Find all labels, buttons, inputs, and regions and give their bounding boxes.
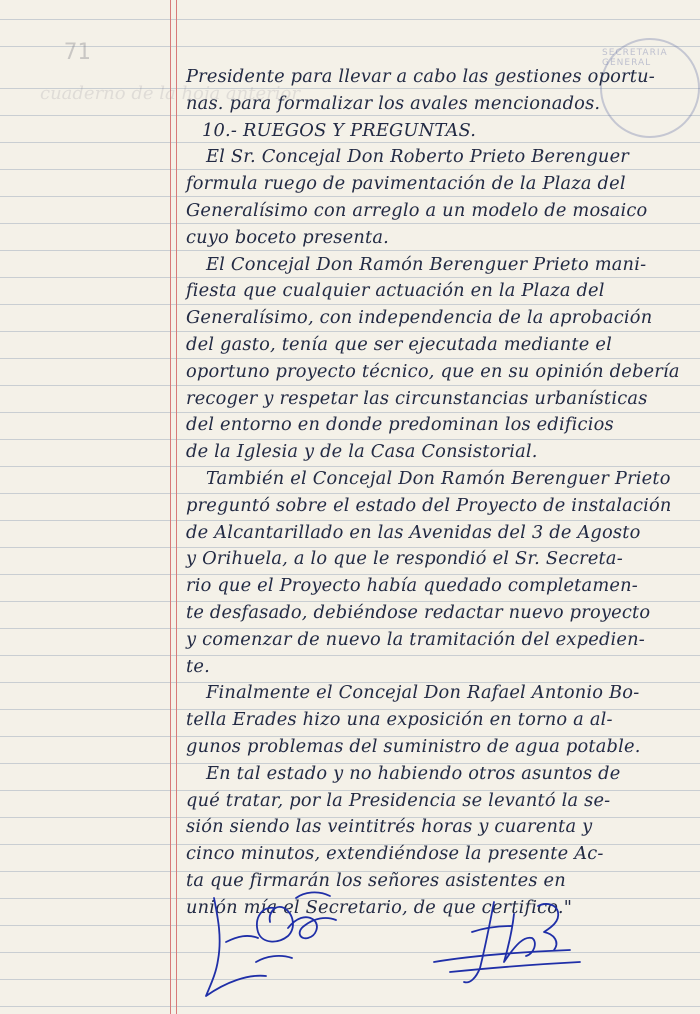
text-line: formula ruego de pavimentación de la Plaza del xyxy=(186,173,626,195)
text-line: Generalísimo con arreglo a un modelo de mosaico xyxy=(186,199,648,221)
text-line: En tal estado y no habiendo otros asuntos de xyxy=(206,762,621,784)
page-number: 71 xyxy=(64,40,91,65)
signature-president xyxy=(196,878,366,1008)
text-line: unión mía el Secretario, de que certifico." xyxy=(186,896,573,918)
text-line: cuyo boceto presenta. xyxy=(186,226,389,248)
text-line: del entorno en donde predominan los edificios xyxy=(186,414,614,436)
text-line: te desfasado, debiéndose redactar nuevo proyecto xyxy=(186,601,651,623)
text-line: oportuno proyecto técnico, que en su opinión debería xyxy=(186,360,680,382)
minutes-text xyxy=(186,64,686,922)
margin-line-left xyxy=(170,0,171,1014)
text-line: También el Concejal Don Ramón Berenguer Prieto xyxy=(206,467,671,489)
text-line: cinco minutos, extendiéndose la presente Ac- xyxy=(186,843,604,865)
text-line: gunos problemas del suministro de agua potable. xyxy=(186,735,641,757)
text-line: nas. para formalizar los avales mencionados. xyxy=(186,92,601,114)
text-line: ta que firmarán los señores asistentes en xyxy=(186,869,566,891)
signature-president-icon xyxy=(196,878,366,1008)
text-line: recoger y respetar las circunstancias urbanísticas xyxy=(186,387,648,409)
text-line: preguntó sobre el estado del Proyecto de instalación xyxy=(186,494,672,516)
section-heading: 10.- RUEGOS Y PREGUNTAS. xyxy=(202,119,477,141)
text-line: y Orihuela, a lo que le respondió el Sr. Secreta- xyxy=(186,548,623,570)
signature-secretary xyxy=(420,892,600,992)
text-line: te. xyxy=(186,655,210,677)
text-line: de la Iglesia y de la Casa Consistorial. xyxy=(186,441,538,463)
text-line: y comenzar de nuevo la tramitación del expedien- xyxy=(186,628,645,650)
stamp-text: SECRETARIA GENERAL xyxy=(602,48,668,68)
text-line: qué tratar, por la Presidencia se levantó la se- xyxy=(186,789,611,811)
text-line: Generalísimo, con independencia de la aprobación xyxy=(186,307,653,329)
text-line: sión siendo las veintitrés horas y cuarenta y xyxy=(186,816,593,838)
margin-line-right xyxy=(176,0,177,1014)
text-line: tella Erades hizo una exposición en torno a al- xyxy=(186,709,613,731)
text-line: El Sr. Concejal Don Roberto Prieto Berenguer xyxy=(206,146,630,168)
text-line: fiesta que cualquier actuación en la Plaza del xyxy=(186,280,605,302)
text-line: Finalmente el Concejal Don Rafael Antonio Bo- xyxy=(206,682,640,704)
signature-secretary-icon xyxy=(420,892,600,992)
text-line: del gasto, tenía que ser ejecutada mediante el xyxy=(186,333,612,355)
bleed-through-text: cuaderno de la hoja anterior xyxy=(40,83,300,104)
text-line: Presidente para llevar a cabo las gestiones oportu- xyxy=(186,66,655,87)
text-line: de Alcantarillado en las Avenidas del 3 de Agosto xyxy=(186,521,641,543)
text-line: El Concejal Don Ramón Berenguer Prieto mani- xyxy=(206,253,647,275)
text-line: rio que el Proyecto había quedado completamen- xyxy=(186,575,638,597)
